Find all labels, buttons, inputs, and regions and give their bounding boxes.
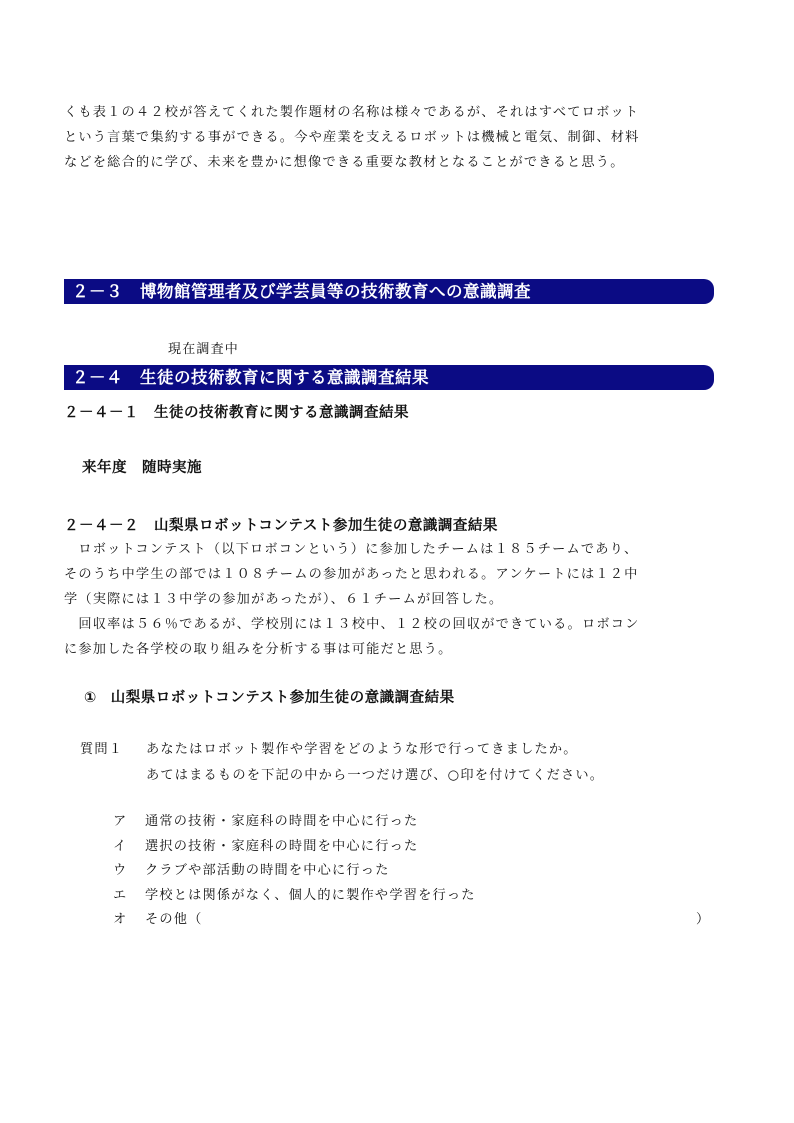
schedule-note: 来年度 随時実施 [82,460,202,476]
option-letter: エ [113,887,128,903]
subsection-2-4-2-heading: ２－４－２ 山梨県ロボットコンテスト参加生徒の意識調査結果 [64,518,498,534]
body-line: 学（実際には１３中学の参加があったが）、６１チームが回答した。 [64,592,504,607]
option-letter: ア [113,814,128,829]
body-line: そのうち中学生の部では１０８チームの参加があったと思われる。アンケートには１２中 [64,567,639,582]
intro-line: という言葉で集約する事ができる。今や産業を支えるロボットは機械と電気、制御、材料 [64,130,640,145]
survey-status: 現在調査中 [168,342,240,357]
option-text: その他（ [145,912,203,927]
section-2-4-heading: ２－４ 生徒の技術教育に関する意識調査結果 [64,365,714,390]
intro-paragraph [64,100,724,175]
subsection-2-4-2-body [64,537,724,662]
option-letter: ウ [113,863,128,878]
other-close-paren: ） [696,912,711,927]
option-text: 選択の技術・家庭科の時間を中心に行った [145,838,419,854]
question-1 [80,737,604,789]
body-line: に参加した各学校の取り組みを分析する事は可能だと思う。 [64,642,453,657]
intro-line: などを総合的に学び、未来を豊かに想像できる重要な教材となることができると思う。 [64,155,625,170]
question-label: 質問１ [80,742,124,757]
question-text: あなたはロボット製作や学習をどのような形で行ってきましたか。 [146,742,578,757]
option-o-other[interactable] [113,908,713,933]
option-text: 通常の技術・家庭科の時間を中心に行った [145,814,419,829]
item-1-heading [84,686,455,707]
option-e[interactable] [113,884,713,909]
subsection-2-4-1-heading: ２－４－１ 生徒の技術教育に関する意識調査結果 [64,405,409,421]
option-a[interactable] [113,810,713,835]
section-2-3-heading: ２－３ 博物館管理者及び学芸員等の技術教育への意識調査 [64,279,714,304]
option-i[interactable] [113,835,713,860]
answer-options [113,810,713,933]
intro-line: くも表１の４２校が答えてくれた製作題材の名称は様々であるが、それはすべてロボット [64,105,640,120]
question-instruction: あてはまるものを下記の中から一つだけ選び、○印を付けてください。 [146,768,605,783]
item-title: 山梨県ロボットコンテスト参加生徒の意識調査結果 [110,690,455,706]
item-number: ① [84,690,97,706]
body-line: ロボットコンテスト（以下ロボコンという）に参加したチームは１８５チームであり、 [64,542,639,557]
option-u[interactable] [113,859,713,884]
body-line: 回収率は５６％であるが、学校別には１３校中、１２校の回収ができている。ロボコン [64,617,640,632]
option-text: クラブや部活動の時間を中心に行った [145,863,390,878]
option-letter: オ [113,912,128,927]
option-letter: イ [113,838,128,854]
option-text: 学校とは関係がなく、個人的に製作や学習を行った [145,887,476,903]
